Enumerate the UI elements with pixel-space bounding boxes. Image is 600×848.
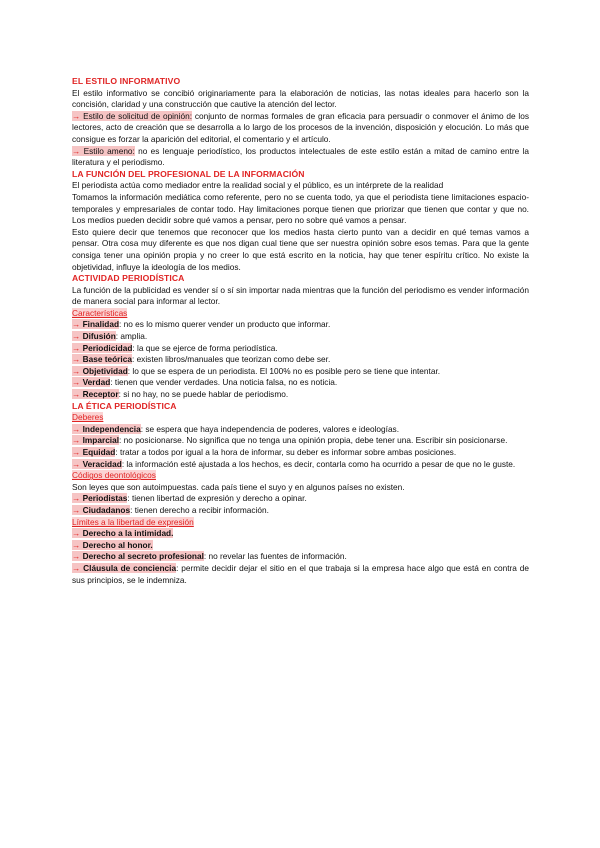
list-item xyxy=(72,354,529,366)
term-description: : tienen que vender verdades. Una noticia falsa, no es noticia. xyxy=(110,377,338,388)
term-description: no es lenguaje periodístico, los productos intelectuales de este estilo están a mitad de camino entre la literatura y el periodismo. xyxy=(72,145,529,168)
paragraph-actividad-intro: La función de la publicidad es vender sí o sí sin importar nada mientras que la función del periodismo es vender información de manera social para informar al lector. xyxy=(72,284,529,307)
term-description: : si no hay, no se puede hablar de periodismo. xyxy=(118,389,289,400)
highlight-term xyxy=(72,146,135,156)
arrow-icon: → xyxy=(72,539,81,550)
arrow-icon: → xyxy=(72,458,81,469)
term-label: Imparcial xyxy=(80,435,120,446)
term-description: : tienen derecho a recibir información. xyxy=(130,504,269,515)
term-description: : existen libros/manuales que teorizan como debe ser. xyxy=(131,354,331,365)
highlight-term xyxy=(72,354,132,364)
arrow-icon: → xyxy=(72,423,81,434)
term-label: Veracidad xyxy=(80,458,122,469)
term-label: Periodistas xyxy=(80,493,128,504)
list-item xyxy=(72,493,529,505)
term-description: conjunto de normas formales de gran eficacia para persuadir o conmover el ánimo de los lectores, acto de creación que se desarrolla a lo largo de los procesos de la invención, disposición y elocución. Lo más que consigue es forzar la aparición del editorial, el comentario y el artículo. xyxy=(72,110,530,144)
arrow-icon: → xyxy=(72,110,81,121)
list-codigos xyxy=(72,493,529,516)
highlight-term xyxy=(72,459,122,469)
term-label: Finalidad xyxy=(80,319,120,330)
arrow-icon: → xyxy=(72,365,81,376)
section-title-estilo: EL ESTILO INFORMATIVO xyxy=(72,76,181,86)
paragraph-funcion-2: Tomamos la información mediática como referente, pero no se cuenta todo, ya que el periodista tiene limitaciones espacio-temporales y empresariales de contar todo. Hay limitaciones porque tienen que priorizar que tienen que contar y que no. Los medios pueden decidir sobre qué vamos a pensar, pero no sobre qué vamos a pensar. xyxy=(72,191,529,226)
term-description: : se espera que haya independencia de poderes, valores e ideologías. xyxy=(140,423,400,434)
highlight-term xyxy=(72,435,119,445)
list-deberes xyxy=(72,424,529,470)
list-item xyxy=(72,563,529,586)
list-item xyxy=(72,540,529,552)
highlight-term xyxy=(72,447,115,457)
list-item xyxy=(72,505,529,517)
arrow-icon: → xyxy=(72,528,81,539)
list-item xyxy=(72,343,529,355)
highlight-term xyxy=(72,528,173,538)
highlight-term xyxy=(72,493,127,503)
list-item xyxy=(72,447,529,459)
list-item xyxy=(72,389,529,401)
term-label: Independencia xyxy=(80,423,141,434)
list-item xyxy=(72,366,529,378)
paragraph-codigos-intro: Son leyes que son autoimpuestas. cada país tiene el suyo y en algunos países no existen. xyxy=(72,481,405,492)
subheading-deberes: Deberes xyxy=(72,412,104,423)
subheading-caracteristicas: Características xyxy=(72,307,128,318)
term-description: : la que se ejerce de forma periodística. xyxy=(132,342,278,353)
arrow-icon: → xyxy=(72,447,81,457)
arrow-icon: → xyxy=(72,551,81,562)
term-label: Base teórica xyxy=(80,354,132,365)
term-label: Ciudadanos xyxy=(80,504,131,515)
section-title-funcion: LA FUNCIÓN DEL PROFESIONAL DE LA INFORMACIÓN xyxy=(72,168,305,179)
term-description: : no es lo mismo querer vender un producto que informar. xyxy=(119,319,331,330)
list-item xyxy=(72,424,529,436)
term-label: Estilo ameno: xyxy=(80,145,135,156)
term-description: : amplia. xyxy=(115,331,148,342)
list-item xyxy=(72,459,529,471)
term-label: Estilo de solicitud de opinión: xyxy=(80,110,193,121)
term-label: Equidad xyxy=(80,447,116,457)
highlight-term xyxy=(72,366,128,376)
section-title-actividad: ACTIVIDAD PERIODÍSTICA xyxy=(72,273,185,284)
arrow-icon: → xyxy=(72,145,81,156)
term-label: Receptor xyxy=(80,389,119,400)
arrow-icon: → xyxy=(72,377,81,388)
term-description: : la información esté ajustada a los hechos, es decir, contarla como ha ocurrido a pesar de que no le guste. xyxy=(121,458,516,469)
list-caracteristicas xyxy=(72,319,529,400)
highlight-term xyxy=(72,377,110,387)
arrow-icon: → xyxy=(72,493,81,504)
term-label: Periodicidad xyxy=(80,342,133,353)
term-label: Verdad xyxy=(80,377,111,388)
list-item xyxy=(72,551,529,563)
highlight-term xyxy=(72,343,132,353)
arrow-icon: → xyxy=(72,435,81,446)
highlight-term xyxy=(72,319,119,329)
list-item xyxy=(72,435,529,447)
arrow-icon: → xyxy=(72,504,81,515)
term-label: Difusión xyxy=(80,331,116,342)
term-label: Derecho al secreto profesional xyxy=(80,551,204,562)
term-description: : lo que se espera de un periodista. El 100% no es posible pero se tiene que intentar. xyxy=(127,365,441,376)
term-description: : no revelar las fuentes de información. xyxy=(203,551,347,562)
highlight-term xyxy=(72,505,130,515)
list-item xyxy=(72,331,529,343)
paragraph-estilo-intro: El estilo informativo se concibió originariamente para la elaboración de noticias, las notas ideales para hacerlo son la concisión, claridad y una construcción que cautive la atención del lector. xyxy=(72,87,529,110)
list-limites xyxy=(72,528,529,586)
list-item xyxy=(72,377,529,389)
arrow-icon: → xyxy=(72,319,81,330)
paragraph-funcion-1: El periodista actúa como mediador entre la realidad social y el público, es un intérprete de la realidad xyxy=(72,180,444,191)
term-description: : tratar a todos por igual a la hora de informar, su deber es informar sobre ambas posiciones. xyxy=(115,447,457,457)
highlight-term xyxy=(72,331,116,341)
document-body xyxy=(72,76,529,586)
list-item xyxy=(72,528,529,540)
term-label: Derecho al honor. xyxy=(80,539,153,550)
paragraph-funcion-3: Esto quiere decir que tenemos que reconocer que los medios hasta cierto punto van a decidir en qué temas vamos a pensar. Otra cosa muy diferente es que nos digan cual tiene que ser nuestra opinión sobre esos temas. Para que la gente consiga tener una opinión propia y no creer lo que está escrito en la noticia, hay que tener espíritu crítico. No existe la objetividad, influye la ideología de los medios. xyxy=(72,226,529,272)
highlight-term xyxy=(72,111,192,121)
highlight-term xyxy=(72,540,153,550)
term-description: : permite decidir dejar el sitio en el que trabaja si la empresa hace algo que está en contra de sus principios, se le indemniza. xyxy=(72,562,529,585)
arrow-icon: → xyxy=(72,389,81,400)
arrow-icon: → xyxy=(72,354,81,365)
arrow-icon: → xyxy=(72,331,81,342)
term-label: Derecho a la intimidad. xyxy=(80,528,174,539)
highlight-term xyxy=(72,551,204,561)
highlight-term xyxy=(72,389,119,399)
item-estilo-solicitud xyxy=(72,111,529,146)
arrow-icon: → xyxy=(72,562,81,573)
highlight-term xyxy=(72,563,176,573)
subheading-codigos: Códigos deontológicos xyxy=(72,470,156,481)
arrow-icon: → xyxy=(72,342,81,353)
term-description: : tienen libertad de expresión y derecho a opinar. xyxy=(127,493,307,504)
section-title-etica: LA ÉTICA PERIODÍSTICA xyxy=(72,400,177,411)
item-estilo-ameno xyxy=(72,146,529,169)
highlight-term xyxy=(72,424,141,434)
term-description: : no posicionarse. No significa que no tenga una opinión propia, debe tener una. Escribir sin posicionarse. xyxy=(119,435,508,446)
term-label: Cláusula de conciencia xyxy=(80,562,177,573)
list-item xyxy=(72,319,529,331)
subheading-limites: Límites a la libertad de expresión xyxy=(72,516,194,527)
term-label: Objetividad xyxy=(80,365,128,376)
